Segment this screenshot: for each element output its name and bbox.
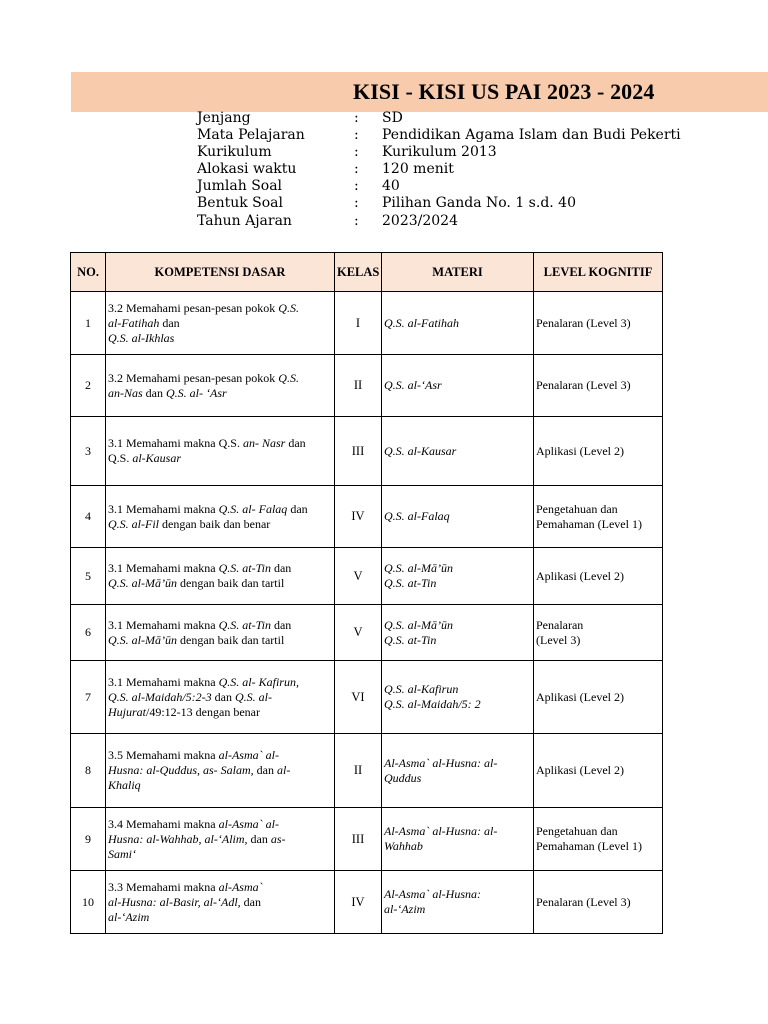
- cell-no: 9: [71, 808, 106, 871]
- cell-kelas: IV: [335, 871, 382, 934]
- text-run: Pemahaman (Level 1): [536, 516, 642, 531]
- cell-line: [108, 436, 332, 451]
- text-run: Q.S. al-Mā’ūn: [108, 632, 177, 647]
- text-run: al-Asma`: [218, 879, 263, 894]
- text-run: Q.S.: [108, 451, 133, 465]
- info-label: Jenjang: [197, 110, 251, 126]
- cell-kompetensi-dasar: [106, 548, 335, 605]
- text-run: dengan baik dan tartil: [177, 632, 285, 647]
- text-run: /49:12-13 dengan benar: [146, 704, 260, 719]
- cell-line: [536, 824, 660, 839]
- cell-line: [108, 748, 332, 763]
- cell-line: [384, 378, 531, 393]
- info-label: Alokasi waktu: [197, 161, 297, 178]
- text-run: Q.S.: [278, 300, 299, 315]
- text-run: Aplikasi (Level 2): [536, 689, 624, 704]
- cell-line: [108, 502, 332, 517]
- cell-line: [384, 633, 531, 648]
- cell-line: [384, 509, 531, 524]
- cell-level-kognitif: [534, 417, 663, 486]
- text-run: an- Nasr: [242, 436, 286, 450]
- cell-line: [108, 880, 332, 895]
- cell-line: [108, 331, 332, 346]
- info-value: Pilihan Ganda No. 1 s.d. 40: [382, 195, 576, 212]
- info-label: Bentuk Soal: [197, 195, 284, 212]
- cell-materi: [382, 486, 534, 548]
- cell-kelas: IV: [335, 486, 382, 548]
- text-run: Q.S. al-Falaq: [384, 509, 450, 523]
- cell-line: [108, 633, 332, 648]
- cell-level-kognitif: [534, 808, 663, 871]
- text-run: al-Kausar: [132, 451, 182, 465]
- info-row: [197, 178, 681, 195]
- kisi-table: [70, 252, 663, 934]
- text-run: al-: [277, 763, 291, 777]
- cell-level-kognitif: [534, 292, 663, 355]
- text-run: Q.S. al-Mā’ūn: [384, 561, 453, 575]
- cell-line: [536, 502, 660, 517]
- text-run: Penalaran: [536, 617, 584, 632]
- cell-level-kognitif: [534, 486, 663, 548]
- text-run: dan: [285, 436, 306, 450]
- cell-line: [384, 887, 531, 902]
- cell-level-kognitif: [534, 605, 663, 661]
- cell-no: 3: [71, 417, 106, 486]
- info-value: 2023/2024: [382, 212, 458, 229]
- text-run: Al-Asma` al-Husna: al-: [384, 824, 498, 838]
- text-run: al-Asma` al-: [218, 748, 279, 762]
- text-run: Q.S. at-Tin: [218, 561, 271, 575]
- table-row: [71, 605, 663, 661]
- text-run: an-Nas: [108, 385, 143, 400]
- cell-line: [536, 378, 660, 393]
- text-run: Pengetahuan dan: [536, 824, 618, 838]
- cell-line: [536, 839, 660, 854]
- info-label: Tahun Ajaran: [197, 212, 292, 229]
- text-run: Penalaran (Level 3): [536, 894, 631, 909]
- text-run: 3.5 Memahami makna: [108, 748, 219, 762]
- text-run: Husna: al-Quddus, as- Salam,: [108, 763, 254, 777]
- text-run: Q.S. al-Mā’ūn: [384, 617, 453, 632]
- cell-no: 7: [71, 661, 106, 734]
- text-run: Q.S. al-Ikhlas: [108, 330, 175, 345]
- header-level-kognitif: LEVEL KOGNITIF: [534, 253, 663, 292]
- cell-level-kognitif: [534, 661, 663, 734]
- text-run: dan: [159, 315, 180, 330]
- info-row: [197, 195, 681, 212]
- cell-kelas: I: [335, 292, 382, 355]
- table-row: [71, 417, 663, 486]
- cell-line: [108, 763, 332, 778]
- cell-line: [108, 371, 332, 386]
- text-run: Sami‘: [108, 846, 136, 861]
- table-row: [71, 808, 663, 871]
- cell-line: [384, 771, 531, 786]
- text-run: Q.S. al-: [234, 689, 272, 704]
- cell-line: [384, 824, 531, 839]
- text-run: as-: [270, 831, 286, 846]
- cell-line: [384, 902, 531, 917]
- cell-kelas: III: [335, 808, 382, 871]
- document-info: [197, 110, 681, 230]
- cell-line: [108, 832, 332, 847]
- text-run: Aplikasi (Level 2): [536, 443, 624, 458]
- cell-line: [384, 839, 531, 854]
- text-run: dan: [253, 763, 277, 777]
- info-value: Pendidikan Agama Islam dan Budi Pekerti: [382, 127, 681, 144]
- cell-kelas: VI: [335, 661, 382, 734]
- cell-no: 4: [71, 486, 106, 548]
- text-run: Pengetahuan dan: [536, 501, 618, 516]
- text-run: Q.S. al-Fatihah: [384, 315, 459, 330]
- text-run: al-Husna: al-Basir, al-‘Adl,: [108, 894, 241, 909]
- text-run: Q.S. al- ‘Asr: [166, 385, 227, 400]
- document-title: KISI - KISI US PAI 2023 - 2024: [353, 79, 655, 104]
- text-run: Q.S. al-Maidah/5: 2: [384, 697, 481, 711]
- cell-line: [108, 386, 332, 401]
- text-run: Al-Asma` al-Husna:: [384, 887, 481, 901]
- text-run: 3.2 Memahami pesan-pesan pokok: [108, 370, 279, 385]
- cell-line: [108, 561, 332, 576]
- cell-materi: [382, 548, 534, 605]
- info-colon: :: [354, 144, 359, 161]
- cell-line: [536, 763, 660, 778]
- cell-line: [384, 756, 531, 771]
- cell-materi: [382, 808, 534, 871]
- text-run: 3.1 Memahami makna: [108, 501, 219, 516]
- text-run: al-Fatihah: [108, 315, 160, 330]
- text-run: al-‘Azim: [384, 902, 426, 916]
- cell-line: [108, 576, 332, 591]
- table-header-row: [71, 253, 663, 292]
- info-value: Kurikulum 2013: [382, 144, 497, 161]
- text-run: Q.S. at-Tin: [218, 617, 271, 632]
- header-kelas: KELAS: [335, 253, 382, 292]
- cell-line: [108, 705, 332, 720]
- cell-line: [536, 618, 660, 633]
- cell-line: [108, 618, 332, 633]
- cell-level-kognitif: [534, 734, 663, 808]
- text-run: Q.S. al-Mā’ūn: [108, 576, 177, 590]
- text-run: Penalaran (Level 3): [536, 315, 631, 330]
- text-run: Penalaran (Level 3): [536, 378, 631, 392]
- cell-line: [384, 561, 531, 576]
- cell-kompetensi-dasar: [106, 355, 335, 417]
- text-run: dan: [211, 689, 235, 704]
- cell-kompetensi-dasar: [106, 605, 335, 661]
- info-label: Mata Pelajaran: [197, 127, 305, 144]
- text-run: dan: [247, 831, 271, 846]
- info-colon: :: [354, 127, 359, 144]
- text-run: 3.3 Memahami makna: [108, 879, 219, 894]
- info-label: Kurikulum: [197, 144, 272, 161]
- text-run: dengan baik dan tartil: [177, 576, 285, 590]
- cell-materi: [382, 605, 534, 661]
- cell-kompetensi-dasar: [106, 292, 335, 355]
- cell-line: [384, 576, 531, 591]
- cell-materi: [382, 355, 534, 417]
- cell-no: 5: [71, 548, 106, 605]
- text-run: Khaliq: [108, 778, 141, 792]
- cell-line: [536, 690, 660, 705]
- cell-no: 6: [71, 605, 106, 661]
- cell-line: [384, 697, 531, 712]
- table-row: [71, 292, 663, 355]
- table-row: [71, 486, 663, 548]
- table-row: [71, 661, 663, 734]
- info-colon: :: [354, 161, 359, 178]
- cell-line: [384, 316, 531, 331]
- cell-materi: [382, 661, 534, 734]
- text-run: 3.1 Memahami makna: [108, 561, 219, 575]
- text-run: Q.S. at-Tin: [384, 576, 437, 590]
- info-row: [197, 144, 681, 161]
- cell-kompetensi-dasar: [106, 661, 335, 734]
- cell-kompetensi-dasar: [106, 417, 335, 486]
- info-value: SD: [382, 110, 403, 126]
- cell-line: [108, 910, 332, 925]
- info-colon: :: [354, 110, 359, 126]
- table-row: [71, 734, 663, 808]
- text-run: 3.2 Memahami pesan-pesan pokok: [108, 300, 279, 315]
- cell-line: [108, 517, 332, 532]
- cell-kelas: III: [335, 417, 382, 486]
- cell-no: 8: [71, 734, 106, 808]
- info-colon: :: [354, 212, 359, 229]
- cell-line: [108, 451, 332, 466]
- text-run: 3.1 Memahami makna: [108, 617, 219, 632]
- cell-kompetensi-dasar: [106, 734, 335, 808]
- text-run: Q.S.: [278, 370, 299, 385]
- header-kompetensi-dasar: KOMPETENSI DASAR: [106, 253, 335, 292]
- cell-line: [384, 682, 531, 697]
- text-run: Wahhab: [384, 839, 423, 853]
- text-run: Q.S. al-Kausar: [384, 443, 457, 458]
- text-run: al-‘Azim: [108, 909, 150, 924]
- table-row: [71, 871, 663, 934]
- text-run: Q.S. al-Maidah/5:2-3: [108, 689, 212, 704]
- cell-kelas: V: [335, 548, 382, 605]
- cell-materi: [382, 417, 534, 486]
- text-run: dan: [240, 894, 261, 909]
- cell-line: [108, 301, 332, 316]
- info-value: 40: [382, 178, 400, 195]
- cell-kompetensi-dasar: [106, 486, 335, 548]
- cell-no: 1: [71, 292, 106, 355]
- text-run: dan: [270, 561, 292, 575]
- text-run: Q.S. al- Kafirun,: [218, 674, 299, 689]
- text-run: Q.S. al-Fil: [108, 516, 159, 531]
- info-row: [197, 213, 681, 230]
- info-colon: :: [354, 178, 359, 195]
- info-colon: :: [354, 195, 359, 212]
- info-row: [197, 110, 681, 127]
- cell-line: [536, 517, 660, 532]
- cell-level-kognitif: [534, 355, 663, 417]
- info-label: Jumlah Soal: [197, 178, 283, 195]
- header-no: NO.: [71, 253, 106, 292]
- cell-line: [536, 444, 660, 459]
- header-materi: MATERI: [382, 253, 534, 292]
- text-run: (Level 3): [536, 632, 581, 647]
- cell-line: [108, 690, 332, 705]
- cell-line: [536, 569, 660, 584]
- cell-no: 10: [71, 871, 106, 934]
- text-run: Q.S. al-Kafirun: [384, 682, 459, 696]
- text-run: 3.1 Memahami makna Q.S.: [108, 436, 243, 450]
- text-run: dengan baik dan benar: [159, 516, 271, 531]
- text-run: dan: [287, 501, 308, 516]
- text-run: Husna: al-Wahhab, al-‘Alim,: [108, 831, 248, 846]
- text-run: Aplikasi (Level 2): [536, 568, 624, 583]
- cell-line: [536, 633, 660, 648]
- text-run: Aplikasi (Level 2): [536, 763, 624, 777]
- cell-line: [536, 895, 660, 910]
- text-run: Q.S. al-‘Asr: [384, 378, 442, 392]
- cell-materi: [382, 734, 534, 808]
- cell-no: 2: [71, 355, 106, 417]
- cell-line: [108, 847, 332, 862]
- cell-line: [384, 444, 531, 459]
- info-value: 120 menit: [382, 161, 454, 178]
- text-run: 3.4 Memahami makna: [108, 816, 219, 831]
- cell-level-kognitif: [534, 548, 663, 605]
- text-run: dan: [142, 385, 166, 400]
- info-row: [197, 127, 681, 144]
- cell-line: [108, 316, 332, 331]
- cell-kelas: II: [335, 355, 382, 417]
- cell-line: [536, 316, 660, 331]
- table-row: [71, 355, 663, 417]
- text-run: Al-Asma` al-Husna: al-: [384, 755, 498, 770]
- text-run: Hujurat: [108, 704, 147, 719]
- cell-kompetensi-dasar: [106, 871, 335, 934]
- text-run: 3.1 Memahami makna: [108, 674, 219, 689]
- text-run: Q.S. at-Tin: [384, 632, 437, 647]
- text-run: Quddus: [384, 770, 422, 785]
- cell-level-kognitif: [534, 871, 663, 934]
- cell-line: [108, 895, 332, 910]
- info-row: [197, 161, 681, 178]
- cell-line: [384, 618, 531, 633]
- cell-line: [108, 778, 332, 793]
- text-run: Pemahaman (Level 1): [536, 839, 642, 853]
- cell-line: [108, 817, 332, 832]
- cell-materi: [382, 292, 534, 355]
- cell-line: [108, 675, 332, 690]
- table-row: [71, 548, 663, 605]
- cell-materi: [382, 871, 534, 934]
- cell-kelas: V: [335, 605, 382, 661]
- text-run: Q.S. al- Falaq: [218, 501, 288, 516]
- cell-kompetensi-dasar: [106, 808, 335, 871]
- text-run: dan: [270, 617, 292, 632]
- text-run: al-Asma` al-: [218, 816, 279, 831]
- cell-kelas: II: [335, 734, 382, 808]
